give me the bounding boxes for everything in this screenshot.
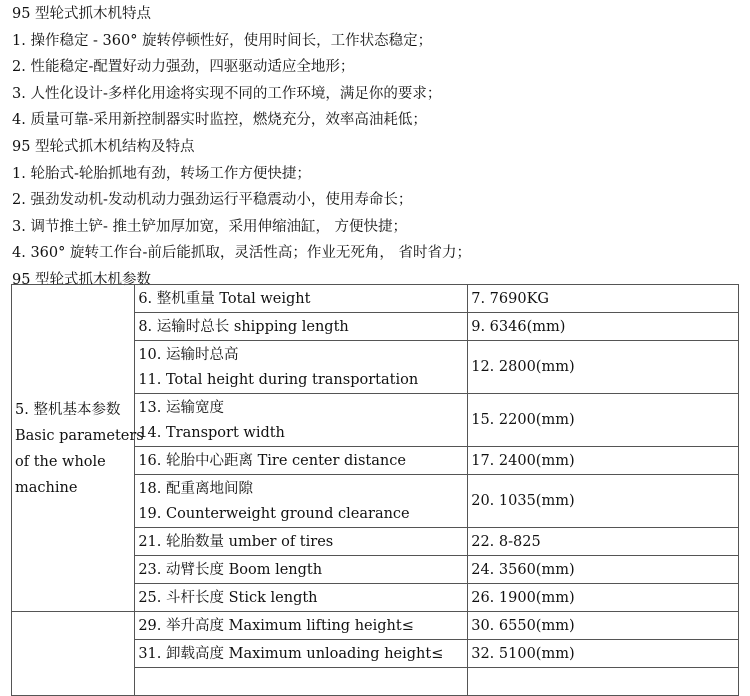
param-value-empty xyxy=(468,668,739,696)
table-row xyxy=(12,612,739,640)
feature-item-3: 3. 人性化设计-多样化用途将实现不同的工作环境，满足你的要求； xyxy=(12,85,442,102)
param-name: 10. 运输时总高 11. Total height during transportation xyxy=(135,341,468,394)
param-value: 22. 8-825 xyxy=(468,528,739,556)
spec-text xyxy=(12,0,742,294)
structure-item-1: 1. 轮胎式-轮胎抓地有劲，转场工作方便快捷； xyxy=(12,165,311,182)
structure-item-3: 3. 调节推土铲- 推土铲加厚加宽，采用伸缩油缸， 方便快捷； xyxy=(12,218,408,235)
param-name-empty xyxy=(135,668,468,696)
param-name: 23. 动臂长度 Boom length xyxy=(135,556,468,584)
section-title-features: 95 型轮式抓木机特点 xyxy=(12,6,152,22)
category-line: Basic parameters xyxy=(15,427,144,444)
structure-item-4: 4. 360° 旋转工作台-前后能抓取，灵活性高；作业无死角， 省时省力； xyxy=(12,245,471,262)
param-value: 7. 7690KG xyxy=(468,285,739,313)
param-value: 26. 1900(mm) xyxy=(468,584,739,612)
category-line: 5. 整机基本参数 xyxy=(15,401,121,418)
param-value: 30. 6550(mm) xyxy=(468,612,739,640)
param-name: 16. 轮胎中心距离 Tire center distance xyxy=(135,447,468,475)
section-title-parameters: 95 型轮式抓木机参数 xyxy=(12,271,152,288)
section-title-structure: 95 型轮式抓木机结构及特点 xyxy=(12,138,195,155)
structure-item-2: 2. 强劲发动机-发动机动力强劲运行平稳震动小，使用寿命长； xyxy=(12,192,413,209)
category-cell xyxy=(12,285,144,612)
param-value: 12. 2800(mm) xyxy=(468,341,739,394)
param-name: 13. 运输宽度 14. Transport width xyxy=(135,394,468,447)
feature-item-1: 1. 操作稳定 - 360° 旋转停顿性好，使用时间长，工作状态稳定； xyxy=(12,32,433,49)
param-name: 25. 斗杆长度 Stick length xyxy=(135,584,468,612)
param-name: 31. 卸载高度 Maximum unloading height≤ xyxy=(135,640,468,668)
param-value: 32. 5100(mm) xyxy=(468,640,739,668)
param-name: 29. 举升高度 Maximum lifting height≤ xyxy=(135,612,468,640)
param-name: 21. 轮胎数量 umber of tires xyxy=(135,528,468,556)
param-name: 6. 整机重量 Total weight xyxy=(135,285,468,313)
category-line: machine xyxy=(15,479,78,496)
table-row xyxy=(12,285,739,313)
param-name: 18. 配重离地间隙 19. Counterweight ground clearance xyxy=(135,475,468,528)
feature-item-4: 4. 质量可靠-采用新控制器实时监控，燃烧充分，效率高油耗低； xyxy=(12,112,427,129)
category-cell-empty xyxy=(12,612,135,696)
param-value: 9. 6346(mm) xyxy=(468,313,739,341)
parameters-table xyxy=(11,284,739,696)
param-value: 15. 2200(mm) xyxy=(468,394,739,447)
category-line: of the whole xyxy=(15,453,106,470)
feature-item-2: 2. 性能稳定-配置好动力强劲，四驱驱动适应全地形； xyxy=(12,59,355,76)
param-name: 8. 运输时总长 shipping length xyxy=(135,313,468,341)
param-value: 24. 3560(mm) xyxy=(468,556,739,584)
param-value: 17. 2400(mm) xyxy=(468,447,739,475)
param-value: 20. 1035(mm) xyxy=(468,475,739,528)
